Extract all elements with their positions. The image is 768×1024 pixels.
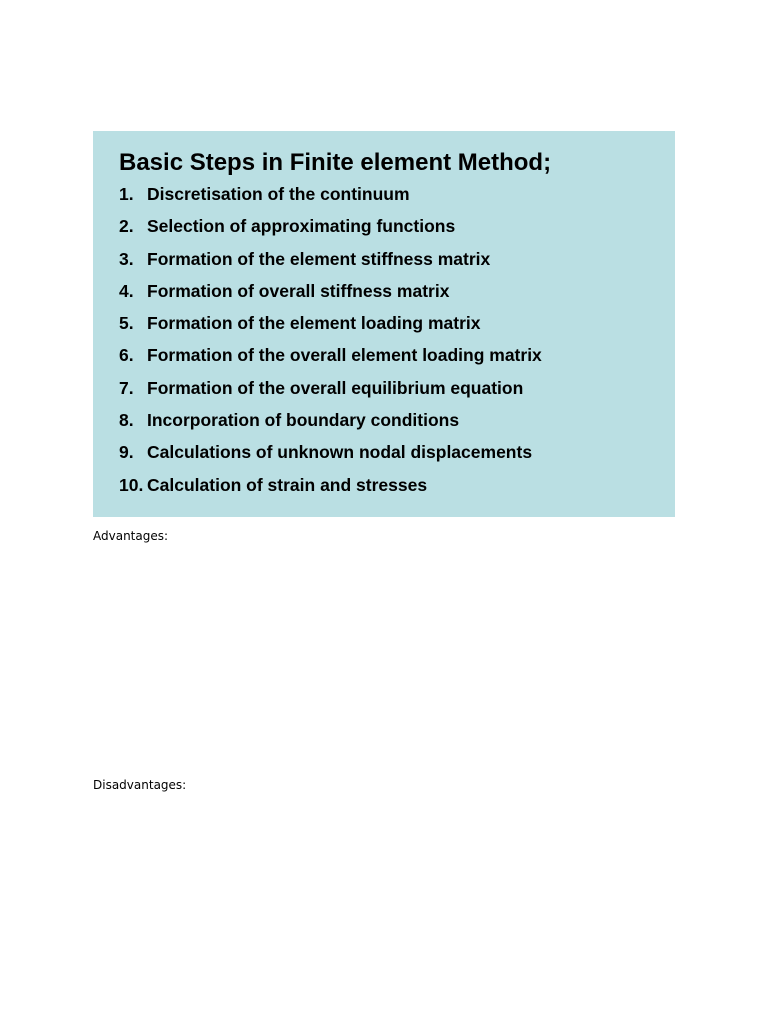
- steps-panel: [93, 131, 675, 517]
- step-number: 8.: [119, 410, 134, 431]
- step-item: [119, 345, 675, 377]
- step-item: [119, 475, 675, 507]
- step-number: 1.: [119, 184, 134, 204]
- step-text: Formation of the overall equilibrium equation: [147, 377, 524, 398]
- step-text: Formation of the overall element loading matrix: [147, 345, 542, 366]
- step-number: 10.: [119, 474, 144, 495]
- step-item: [119, 216, 675, 248]
- step-text: Calculation of strain and stresses: [147, 474, 428, 495]
- step-item: [119, 313, 675, 345]
- step-text: Discretisation of the continuum: [147, 184, 410, 204]
- step-item: [119, 184, 675, 216]
- steps-title: Basic Steps in Finite element Method;: [119, 149, 552, 176]
- step-item: [119, 410, 675, 442]
- step-number: 2.: [119, 216, 134, 237]
- step-text: Incorporation of boundary conditions: [147, 410, 460, 431]
- step-item: [119, 281, 675, 313]
- step-item: [119, 442, 675, 474]
- step-text: Calculations of unknown nodal displacements: [147, 442, 533, 463]
- advantages-label: Advantages:: [93, 529, 169, 543]
- step-number: 5.: [119, 313, 134, 334]
- step-number: 4.: [119, 280, 134, 301]
- step-number: 3.: [119, 248, 134, 269]
- step-item: [119, 378, 675, 410]
- step-text: Formation of the element stiffness matrix: [147, 248, 491, 269]
- step-number: 7.: [119, 377, 134, 398]
- step-number: 6.: [119, 345, 134, 366]
- disadvantages-label: Disadvantages:: [93, 778, 187, 792]
- step-item: [119, 249, 675, 281]
- step-text: Formation of overall stiffness matrix: [147, 280, 450, 301]
- step-text: Formation of the element loading matrix: [147, 313, 481, 334]
- steps-list: [119, 184, 675, 507]
- step-text: Selection of approximating functions: [147, 216, 456, 237]
- step-number: 9.: [119, 442, 134, 463]
